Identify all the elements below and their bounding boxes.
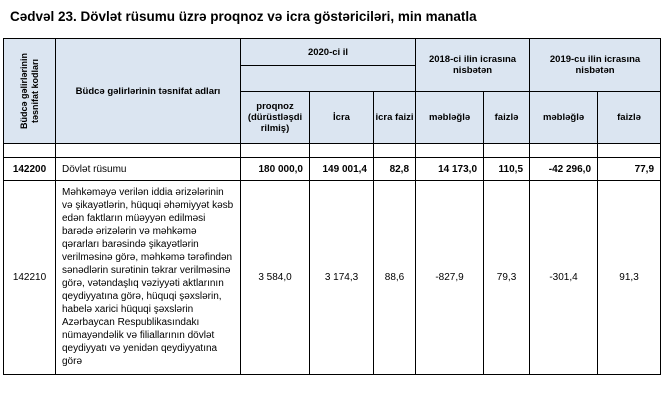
group-header-2019: 2019-cu ilin icrasına nisbətən (530, 39, 661, 92)
name-column-header: Büdcə gəlirlərinin təsnifat adları (56, 39, 241, 144)
row-faiz-2018: 79,3 (484, 181, 530, 375)
row-icra-faizi: 88,6 (374, 181, 416, 375)
icra-faizi-column-header: icra faizi (374, 92, 416, 144)
row-faiz-2019: 91,3 (598, 181, 661, 375)
row-faiz-2018: 110,5 (484, 158, 530, 181)
row-proqnoz: 180 000,0 (241, 158, 310, 181)
row-mebleg-2018: -827,9 (416, 181, 484, 375)
row-code: 142210 (4, 181, 56, 375)
row-icra-faizi: 82,8 (374, 158, 416, 181)
group-header-2018: 2018-ci ilin icrasına nisbətən (416, 39, 530, 92)
faiz-2019-column-header: faizlə (598, 92, 661, 144)
mebleg-2018-column-header: məbləğlə (416, 92, 484, 144)
row-icra: 149 001,4 (310, 158, 374, 181)
row-mebleg-2019: -42 296,0 (530, 158, 598, 181)
row-mebleg-2019: -301,4 (530, 181, 598, 375)
row-faiz-2019: 77,9 (598, 158, 661, 181)
row-name: Məhkəməyə verilən iddia ərizələrinin və şikayətlərin, hüquqi əhəmiyyət kəsb edən faktların müəyyən edilməsi barədə ərizələrin və məhkəmə qərarları barəsində şikayətlərin verilməsinə görə, məhkəmə tərəfindən sənədlərin surətinin təkrar verilməsinə görə, vətəndaşlıq vəziyyəti aktlarının qeydiyyatına görə, hüquqi şəxslərin, habelə xarici hüquqi şəxslərin Azərbaycan Respublikasındakı nümayəndəlik və filiallarının dövlət qeydiyyatı və yenidən qeydiyyatına görə (56, 181, 241, 375)
table-row (4, 181, 661, 375)
row-icra: 3 174,3 (310, 181, 374, 375)
proqnoz-column-header: proqnoz (dürüstləşdi rilmiş) (241, 92, 310, 144)
code-column-header (4, 39, 56, 144)
row-proqnoz: 3 584,0 (241, 181, 310, 375)
group-header-2020-spacer (241, 66, 416, 92)
faiz-2018-column-header: faizlə (484, 92, 530, 144)
mebleg-2019-column-header: məbləğlə (530, 92, 598, 144)
group-header-2020: 2020-ci il (241, 39, 416, 66)
row-code: 142200 (4, 158, 56, 181)
state-duty-table (3, 38, 661, 375)
row-name: Dövlət rüsumu (56, 158, 241, 181)
row-mebleg-2018: 14 173,0 (416, 158, 484, 181)
table-row (4, 158, 661, 181)
icra-column-header: İcra (310, 92, 374, 144)
header-gap-row (4, 144, 661, 158)
table-title: Cədvəl 23. Dövlət rüsumu üzrə proqnoz və icra göstəriciləri, min manatla (10, 9, 477, 24)
code-column-label: Büdcə gəlirlərinin təsnifat kodları (18, 52, 40, 130)
header-row-groups (4, 39, 661, 66)
